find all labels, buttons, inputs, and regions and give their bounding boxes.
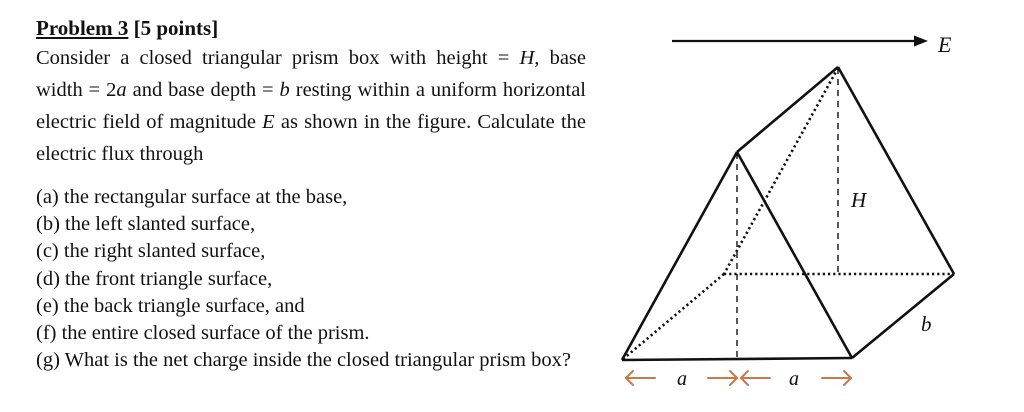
altitude-lines <box>737 68 838 358</box>
edge-right-depth <box>852 274 954 358</box>
field-arrow <box>672 36 928 47</box>
hidden-edge-left-depth <box>622 274 724 360</box>
statement-segment: H <box>519 47 535 69</box>
part-d: (d) the front triangle surface, <box>36 267 273 290</box>
statement-segment: Consider a closed triangular prism box with height = <box>36 47 520 69</box>
part-g: (g) What is the net charge inside the closed triangular prism box? <box>36 349 571 372</box>
height-label: H <box>851 188 867 212</box>
statement-segment: E <box>262 111 275 133</box>
statement-segment: a <box>116 79 127 101</box>
statement-segment: resting within a uniform horizontal electric field of magnitude <box>36 79 586 133</box>
part-e: (e) the back triangle surface, and <box>36 294 305 317</box>
part-f: (f) the entire closed surface of the prism. <box>36 322 370 345</box>
prism-figure <box>600 0 1024 412</box>
problem-points: [5 points] <box>128 16 219 40</box>
left-arrow-icon <box>741 371 770 385</box>
field-label: E <box>938 32 952 57</box>
statement-segment: and base depth = <box>126 79 280 101</box>
edge-ridge <box>737 67 838 152</box>
part-c: (c) the right slanted surface, <box>36 240 266 263</box>
edge-front-left <box>622 152 737 360</box>
half-width-right-label: a <box>789 368 799 390</box>
half-width-left-label: a <box>677 368 687 390</box>
right-arrow-icon <box>708 371 737 385</box>
problem-parts <box>36 184 586 374</box>
statement-segment: b <box>279 79 290 101</box>
hidden-edge-back-left <box>724 68 838 274</box>
part-b: (b) the left slanted surface, <box>36 213 256 236</box>
statement-segment: , base width = 2 <box>36 47 586 101</box>
problem-text <box>36 14 586 374</box>
edge-front-right <box>737 152 852 358</box>
edge-back-right <box>838 67 954 274</box>
width-arrows <box>626 371 851 385</box>
edge-front-base <box>622 358 852 360</box>
visible-edges <box>622 67 954 360</box>
depth-label: b <box>921 312 932 336</box>
left-arrow-icon <box>626 371 655 385</box>
part-a: (a) the rectangular surface at the base, <box>36 186 348 208</box>
problem-statement <box>36 42 586 170</box>
right-arrow-icon <box>822 371 851 385</box>
problem-title <box>36 14 586 42</box>
problem-number: Problem 3 <box>36 16 129 40</box>
statement-segment: as shown in the figure. Calculate the electric flux through <box>36 111 586 165</box>
